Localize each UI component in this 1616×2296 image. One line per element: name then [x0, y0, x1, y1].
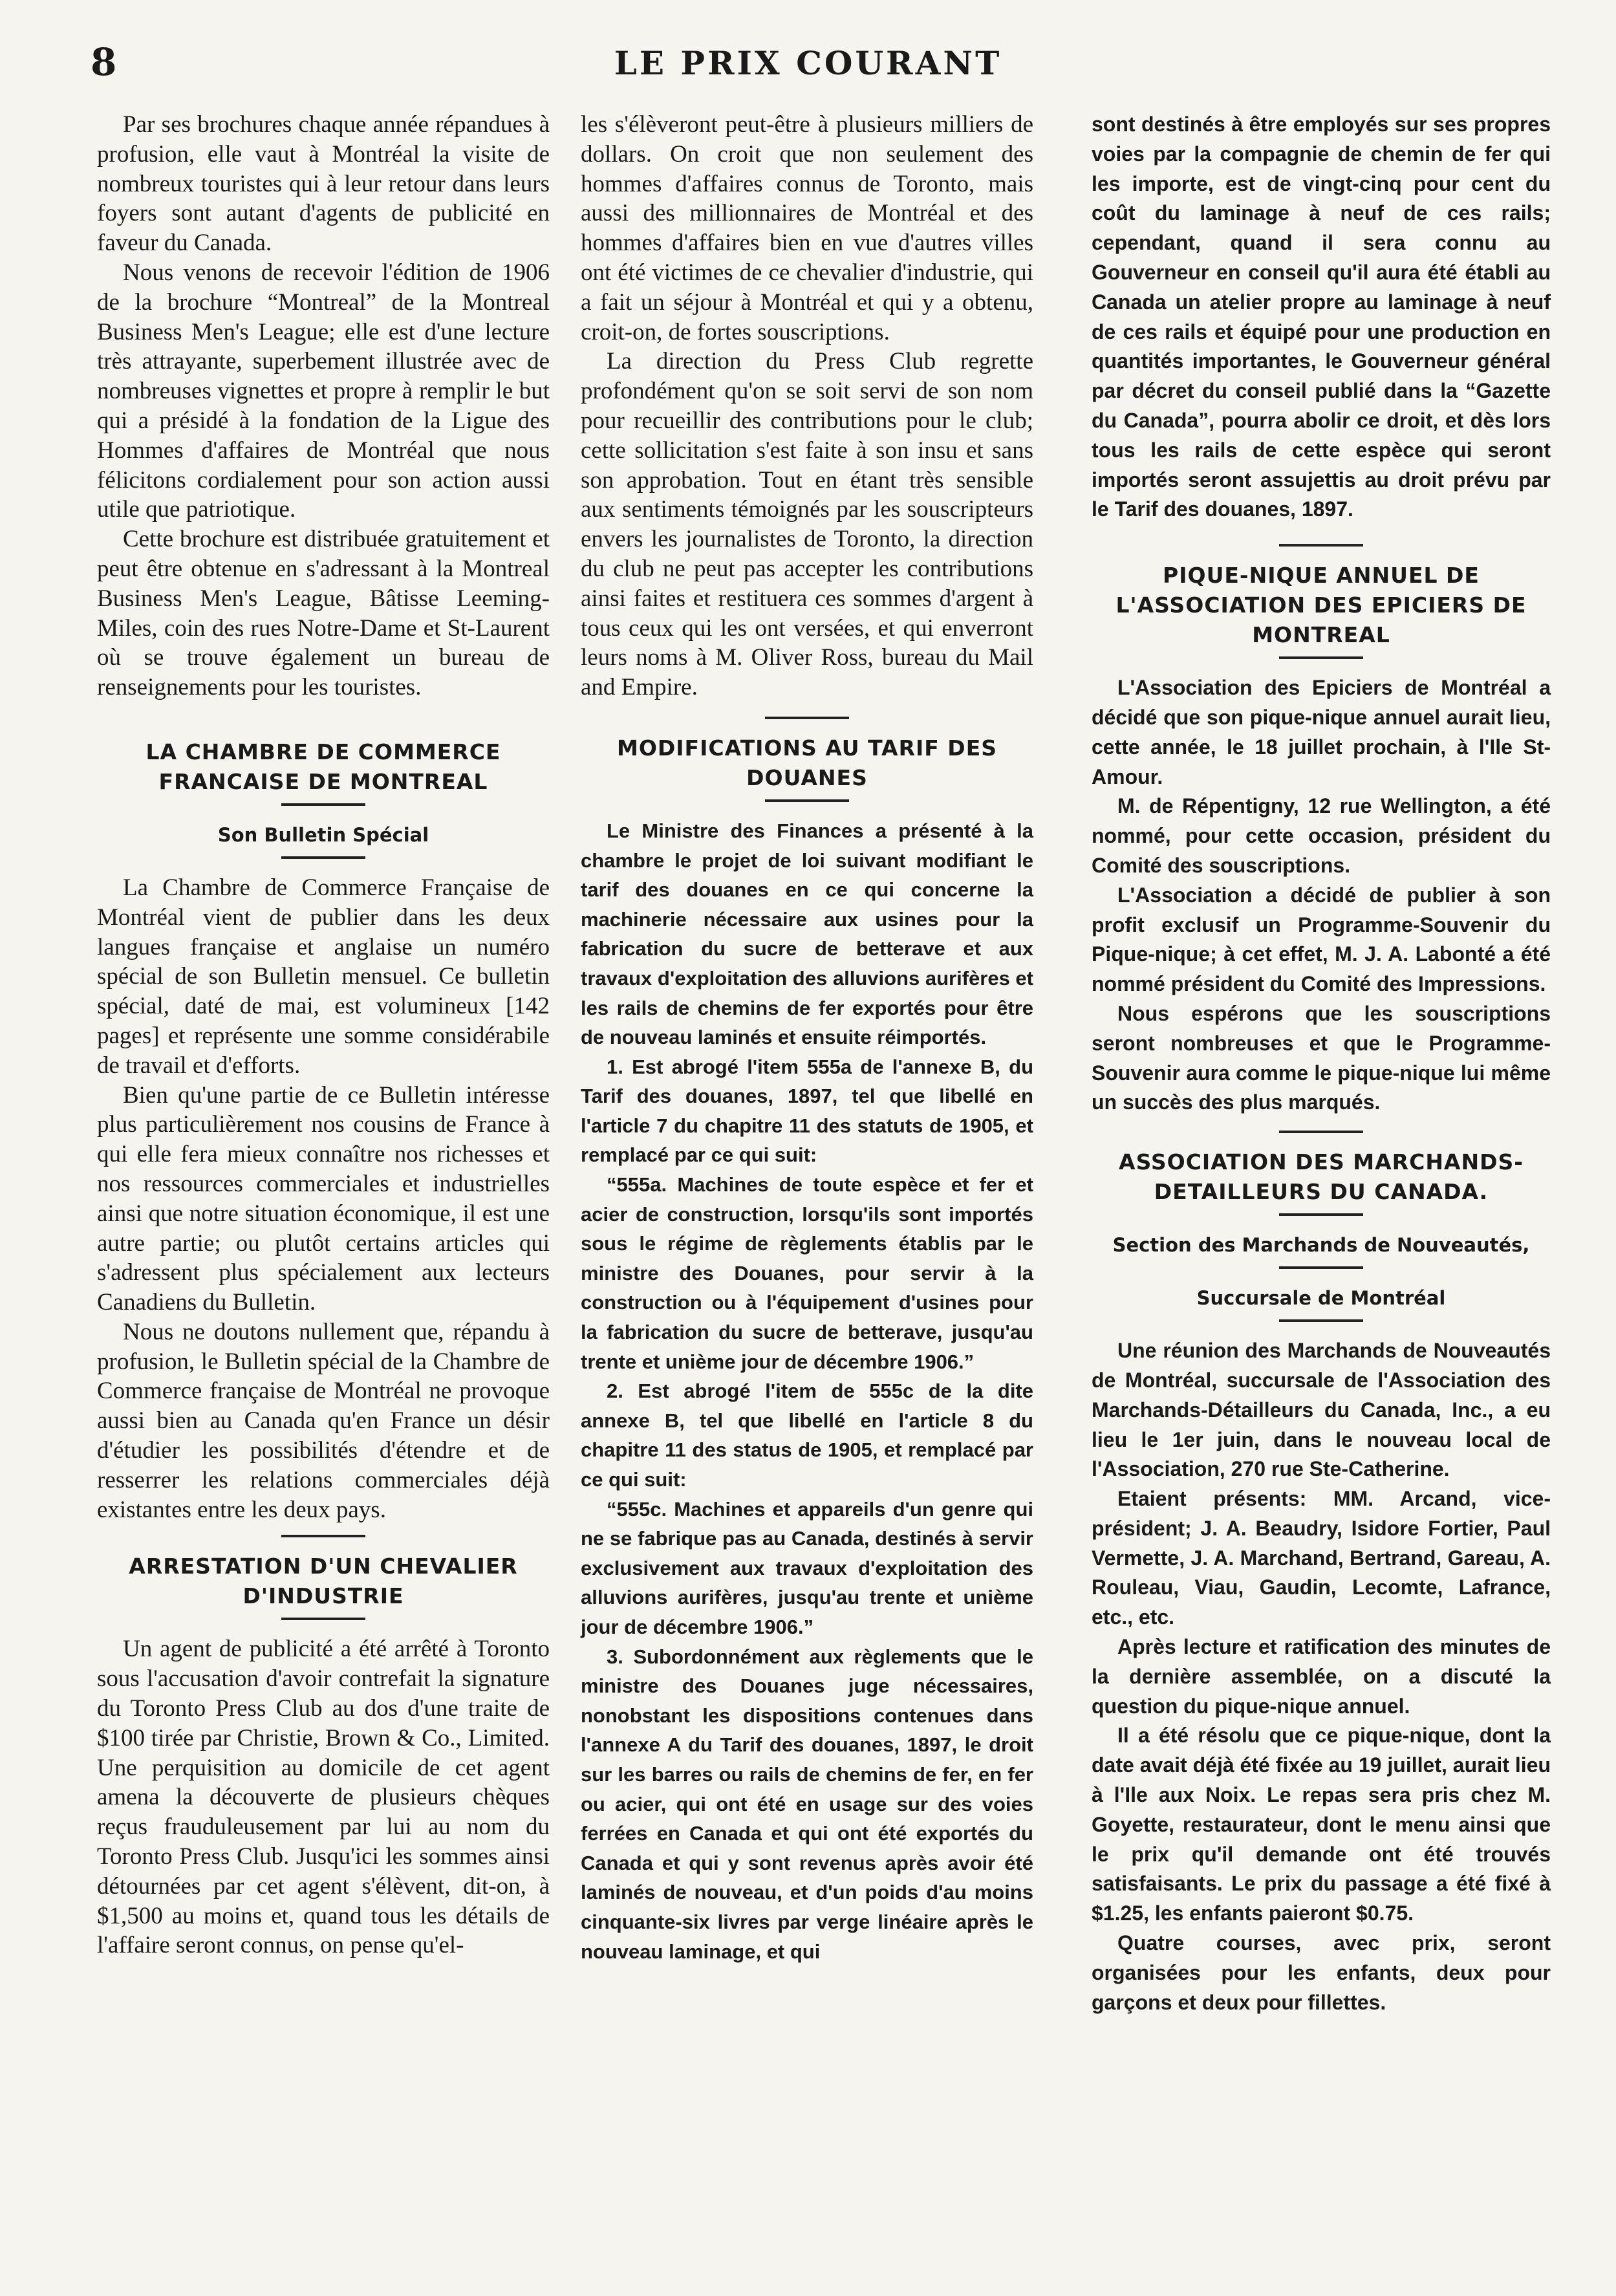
paragraph: M. de Répentigny, 12 rue Wellington, a été nommé, pour cette occasion, président du Comité des souscriptions.	[1092, 794, 1551, 877]
paragraph: Une réunion des Marchands de Nouveautés de Montréal, succursale de l'Association des Marchands-Détailleurs du Canada, Inc., a eu lieu le 1er juin, dans le nouveau local de l'Association, 270 rue Ste-Catherine.	[1092, 1339, 1551, 1481]
paragraph: Cette brochure est distribuée gratuitement et peut être obtenue en s'adressant à la Montreal Business Men's League, Bâtisse Leeming-Miles, coin des rues Notre-Dame et St-Laurent où se trouve également un bureau de renseignements pour les touristes.	[97, 526, 550, 701]
column-1	[97, 110, 550, 1960]
paragraph: Bien qu'une partie de ce Bulletin intéresse plus particulièrement nos cousins de France à qui elle fera mieux connaître nos richesses et nos ressources commerciales et industrielles ainsi que notre situation économique, il est une autre partie; ou plutôt certains articles qui s'adressent plus spécialement aux lecteurs Canadiens du Bulletin.	[97, 1081, 550, 1316]
paragraph: Le Ministre des Finances a présenté à la chambre le projet de loi suivant modifiant le tarif des douanes en ce qui concerne la machinerie nécessaire aux usines pour la fabrication du sucre de betterave et aux travaux d'exploitation des alluvions aurifères et les rails de chemins de fer exportés pour être de nouveau laminés et ensuite réimportés.	[581, 819, 1033, 1049]
column-3	[1092, 110, 1551, 2017]
paragraph: Après lecture et ratification des minutes de la dernière assemblée, on a discuté la question du pique-nique annuel.	[1092, 1635, 1551, 1718]
paragraph: Quatre courses, avec prix, seront organisées pour les enfants, deux pour garçons et deux pour fillettes.	[1092, 1931, 1551, 2014]
masthead: LE PRIX COURANT	[614, 44, 1002, 82]
column-2	[581, 110, 1033, 1966]
paragraph: 2. Est abrogé l'item de 555c de la dite annexe B, tel que libellé en l'article 8 du chapitre 11 des status de 1905, et remplacé par ce qui suit:	[581, 1380, 1033, 1491]
divider	[1279, 544, 1363, 547]
paragraph: 1. Est abrogé l'item 555a de l'annexe B, du Tarif des douanes, 1897, tel que libellé en l'article 7 du chapitre 11 des statuts de 1905, et remplacé par ce qui suit:	[581, 1055, 1033, 1167]
divider	[281, 856, 365, 859]
divider	[765, 717, 849, 719]
paragraph: L'Association a décidé de publier à son profit exclusif un Programme-Souvenir du Pique-nique; à cet effet, M. J. A. Labonté a été nommé président du Comité des Impressions.	[1092, 883, 1551, 996]
paragraph: sont destinés à être employés sur ses propres voies par la compagnie de chemin de fer qui les importe, est de vingt-cinq pour cent du coût du laminage à neuf de ces rails; cependant, quand il sera connu au Gouverneur en conseil qu'il aura été établi au Canada un atelier propre au laminage à neuf de ces rails et équipé pour une production en quantités importantes, le Gouverneur général par décret du conseil publié dans la “Gazette du Canada”, pourra abolir ce droit, et dès lors tous les rails de cette espèce qui seront importés seront assujettis au droit prévu par le Tarif des douanes, 1897.	[1092, 113, 1551, 521]
paragraph: Etaient présents: MM. Arcand, vice-président; J. A. Beaudry, Isidore Fortier, Paul Vermette, J. A. Marchand, Bertrand, Gareau, A. Rouleau, Viau, Gaudin, Lecomte, Lafrance, etc., etc.	[1092, 1487, 1551, 1629]
article-heading-tarif: MODIFICATIONS AU TARIF DES DOUANES	[616, 735, 997, 790]
article-subheading: Son Bulletin Spécial	[217, 823, 429, 846]
article-heading-arrestation: ARRESTATION D'UN CHEVALIER D'INDUSTRIE	[129, 1554, 518, 1609]
paragraph: Par ses brochures chaque année répandues à profusion, elle vaut à Montréal la visite de nombreux touristes qui à leur retour dans leurs foyers sont autant d'agents de publicité en faveur du Canada.	[97, 111, 550, 257]
paragraph: Il a été résolu que ce pique-nique, dont la date avait déjà été fixée au 19 juillet, aurait lieu à l'Ile aux Noix. Le repas sera pris chez M. Goyette, restaurateur, dont le menu ainsi que le prix qu'il demande ont été trouvés satisfaisants. Le prix du passage a été fixé à $1.25, les enfants paieront $0.75.	[1092, 1724, 1551, 1925]
divider	[1279, 1131, 1363, 1133]
paragraph: “555c. Machines et appareils d'un genre qui ne se fabrique pas au Canada, destinés à servir exclusivement aux travaux d'exploitation des alluvions aurifères, jusqu'au trente et unième jour de décembre 1906.”	[581, 1497, 1033, 1638]
paragraph: 3. Subordonnément aux règlements que le ministre des Douanes juge nécessaires, nonobstant les dispositions contenues dans l'annexe A du Tarif des douanes, 1897, le droit sur les barres ou rails de chemins de fer, en fer ou acier, qui ont été en usage sur des voies ferrées en Canada et qui ont été exportés du Canada et qui y sont revenus après avoir été laminés de nouveau, et d'un poids d'au moins cinquante-six livres par verge linéaire après le nouveau laminage, et qui	[581, 1645, 1033, 1963]
article-heading-chambre: LA CHAMBRE DE COMMERCE FRANCAISE DE MONTREAL	[145, 739, 501, 794]
divider	[281, 803, 365, 806]
divider	[765, 799, 849, 802]
divider	[281, 1535, 365, 1537]
paragraph: L'Association des Epiciers de Montréal a décidé que son pique-nique annuel aurait lieu, cette année, le 18 juillet prochain, à l'Ile St-Amour.	[1092, 676, 1551, 788]
paragraph: Nous espérons que les souscriptions seront nombreuses et que le Programme-Souvenir aura comme le pique-nique lui même un succès des plus marqués.	[1092, 1001, 1551, 1114]
divider	[1279, 1266, 1363, 1269]
paragraph: Nous ne doutons nullement que, répandu à profusion, le Bulletin spécial de la Chambre de Commerce française de Montréal ne provoque aussi bien au Canada qu'en France un désir d'étudier les possibilités d'étendre et de resserrer les relations commerciales déjà existantes entre les deux pays.	[97, 1318, 550, 1523]
article-subheading: Succursale de Montréal	[1196, 1287, 1446, 1310]
paragraph: les s'élèveront peut-être à plusieurs milliers de dollars. On croit que non seulement des hommes d'affaires connus de Toronto, mais aussi des millionnaires de Montréal et des hommes d'affaires bien en vue d'autres villes ont été victimes de ce chevalier d'industrie, qui a fait un séjour à Montréal et qui y a obtenu, croit-on, de fortes souscriptions.	[581, 111, 1033, 345]
article-subheading: Section des Marchands de Nouveautés,	[1112, 1234, 1530, 1257]
article-heading-marchands: ASSOCIATION DES MARCHANDS-DETAILLEURS DU CANADA.	[1119, 1149, 1524, 1205]
page-number: 8	[91, 40, 117, 84]
article-heading-piquenique: PIQUE-NIQUE ANNUEL DE L'ASSOCIATION DES EPICIERS DE MONTREAL	[1115, 563, 1527, 648]
divider	[1279, 1213, 1363, 1216]
divider	[1279, 1319, 1363, 1322]
paragraph: La Chambre de Commerce Française de Montréal vient de publier dans les deux langues française et anglaise un numéro spécial de son Bulletin mensuel. Ce bulletin spécial, daté de mai, est volumineux [142 pages] et représente une somme considérabile de travail et d'efforts.	[97, 874, 550, 1079]
paragraph: La direction du Press Club regrette profondément qu'on se soit servi de son nom pour recueillir des contributions pour le club; cette sollicitation s'est faite à son insu et sans son approbation. Tout en étant très sensible aux sentiments témoignés par les souscripteurs envers les journalistes de Toronto, la direction du club ne peut pas accepter les contributions ainsi faites et restituera ces sommes d'argent à tous ceux qui les ont versées, et qui enverront leurs noms à M. Oliver Ross, bureau du Mail and Empire.	[581, 348, 1033, 701]
divider	[281, 1618, 365, 1620]
paragraph: Nous venons de recevoir l'édition de 1906 de la brochure “Montreal” de la Montreal Business Men's League; elle est d'une lecture très attrayante, superbement illustrée avec de nombreuses vignettes et propre à remplir le but qui a présidé à la fondation de la Ligue des Hommes d'affaires de Montréal que nous félicitons cordialement pour son action aussi utile que patriotique.	[97, 259, 550, 523]
divider	[1279, 656, 1363, 659]
paragraph: Un agent de publicité a été arrêté à Toronto sous l'accusation d'avoir contrefait la signature du Toronto Press Club au dos d'une traite de $100 tirée par Christie, Brown & Co., Limited. Une perquisition au domicile de cet agent amena la découverte de plusieurs chèques reçus frauduleusement par lui au nom du Toronto Press Club. Jusqu'ici les sommes ainsi détournées par cet agent s'élèvent, dit-on, à $1,500 au moins et, quand tous les détails de l'affaire seront connus, on pense qu'el-	[97, 1636, 550, 1959]
paragraph: “555a. Machines de toute espèce et fer et acier de construction, lorsqu'ils sont importés sous le régime de règlements établis par le ministre des Douanes, pour servir à la construction ou à l'équipement d'usines pour la fabrication du sucre de betterave, jusqu'au trente et unième jour de décembre 1906.”	[581, 1173, 1033, 1373]
